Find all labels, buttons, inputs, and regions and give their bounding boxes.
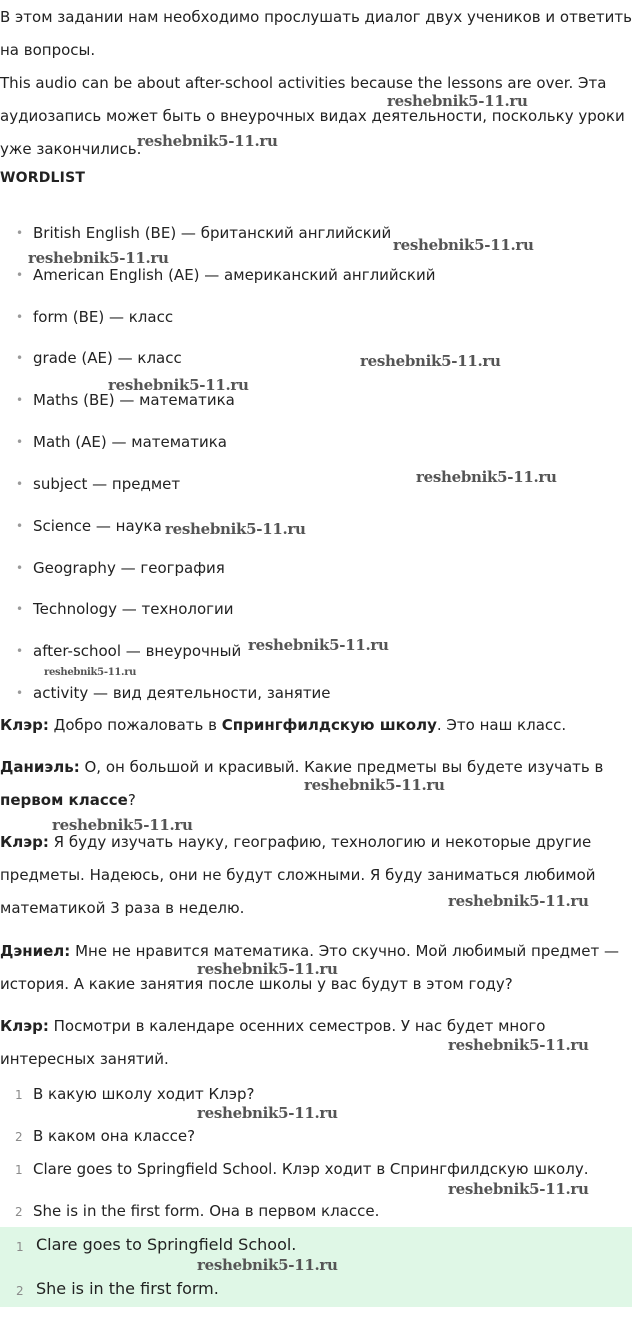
- speaker-name: Клэр:: [0, 716, 49, 734]
- wordlist-item: • Geography — география: [33, 558, 225, 578]
- wordlist-item: • subject — предмет: [33, 474, 180, 494]
- watermark: reshebnik5-11.ru: [197, 960, 338, 978]
- dialogue-text: О, он большой и красивый. Какие предметы вы будете изучать в: [84, 758, 604, 776]
- watermark: reshebnik5-11.ru: [387, 92, 528, 110]
- watermark: reshebnik5-11.ru: [248, 636, 389, 654]
- answer-text: Clare goes to Springfield School. Клэр ходит в Спрингфилдскую школу.: [33, 1160, 589, 1178]
- dialogue-text: Добро пожаловать в: [53, 716, 222, 734]
- dialogue-line: [0, 709, 632, 742]
- question-text: В какую школу ходит Клэр?: [33, 1085, 255, 1103]
- dialogue-text: . Это наш класс.: [436, 716, 567, 734]
- watermark: reshebnik5-11.ru: [197, 1256, 338, 1274]
- wordlist-item: • grade (AE) — класс: [33, 348, 182, 368]
- wordlist-item: • American English (AE) — американский английский: [33, 265, 435, 285]
- watermark: reshebnik5-11.ru: [52, 816, 193, 834]
- wordlist-item: • after-school — внеурочный: [33, 641, 241, 661]
- watermark: reshebnik5-11.ru: [448, 1036, 589, 1054]
- list-number: 1: [15, 1163, 23, 1177]
- wordlist-item: • Math (AE) — математика: [33, 432, 227, 452]
- speaker-name: Клэр:: [0, 1017, 49, 1035]
- intro-paragraph-translation: This audio can be about after-school activities because the lessons are over. Эта аудиозапись может быть о внеурочных видах деятельности, поскольку уроки уже закончились.: [0, 74, 625, 158]
- final-answer-text: She is in the first form.: [36, 1279, 219, 1298]
- dialogue-emphasis: первом классе: [0, 791, 128, 809]
- answer-item: [15, 1159, 589, 1179]
- watermark: reshebnik5-11.ru: [416, 468, 557, 486]
- dialogue-emphasis: Спрингфилдскую школу: [221, 716, 437, 734]
- answer-text: She is in the first form. Она в первом классе.: [33, 1202, 380, 1220]
- speaker-name: Дэниел:: [0, 942, 71, 960]
- dialogue-text: Я буду изучать науку, географию, технологию и некоторые другие предметы. Надеюсь, они не будут сложными. Я буду заниматься любимой математикой 3 раза в неделю.: [0, 833, 596, 917]
- dialogue-text: ?: [127, 791, 136, 809]
- list-number: 1: [16, 1240, 24, 1254]
- list-number: 2: [16, 1284, 24, 1298]
- dialogue-line: [0, 826, 632, 925]
- wordlist-item: • activity — вид деятельности, занятие: [33, 683, 331, 703]
- watermark: reshebnik5-11.ru: [393, 236, 534, 254]
- wordlist-item: • Maths (BE) — математика: [33, 390, 235, 410]
- watermark: reshebnik5-11.ru: [197, 1104, 338, 1122]
- final-answer-item: [16, 1235, 297, 1255]
- speaker-name: Даниэль:: [0, 758, 80, 776]
- watermark: reshebnik5-11.ru: [448, 892, 589, 910]
- watermark: reshebnik5-11.ru: [137, 132, 278, 150]
- speaker-name: Клэр:: [0, 833, 49, 851]
- wordlist-item: • Science — наука: [33, 516, 162, 536]
- watermark: reshebnik5-11.ru: [360, 352, 501, 370]
- watermark: reshebnik5-11.ru: [304, 776, 445, 794]
- dialogue-text: Посмотри в календаре осенних семестров. У нас будет много интересных занятий.: [0, 1017, 546, 1068]
- watermark: reshebnik5-11.ru: [108, 376, 249, 394]
- answer-item: [15, 1201, 380, 1221]
- wordlist-item: • Technology — технологии: [33, 599, 234, 619]
- intro-paragraph: В этом задании нам необходимо прослушать диалог двух учеников и ответить на вопросы.: [0, 8, 632, 59]
- wordlist-title: WORDLIST: [0, 170, 86, 186]
- list-number: 1: [15, 1088, 23, 1102]
- wordlist-item: • British English (BE) — британский английский: [33, 223, 391, 243]
- final-answer-item: [16, 1279, 219, 1299]
- list-number: 2: [15, 1205, 23, 1219]
- watermark: reshebnik5-11.ru: [448, 1180, 589, 1198]
- wordlist-item: • form (BE) — класс: [33, 307, 173, 327]
- question-item: [15, 1126, 196, 1146]
- watermark: reshebnik5-11.ru: [28, 249, 169, 267]
- question-text: В каком она классе?: [33, 1127, 196, 1145]
- final-answer-text: Clare goes to Springfield School.: [36, 1235, 297, 1254]
- list-number: 2: [15, 1130, 23, 1144]
- question-item: [15, 1084, 255, 1104]
- watermark: reshebnik5-11.ru: [165, 520, 306, 538]
- watermark: reshebnik5-11.ru: [44, 667, 137, 678]
- dialogue-text: Мне не нравится математика. Это скучно. Мой любимый предмет — история. А какие занятия после школы у вас будут в этом году?: [0, 942, 619, 993]
